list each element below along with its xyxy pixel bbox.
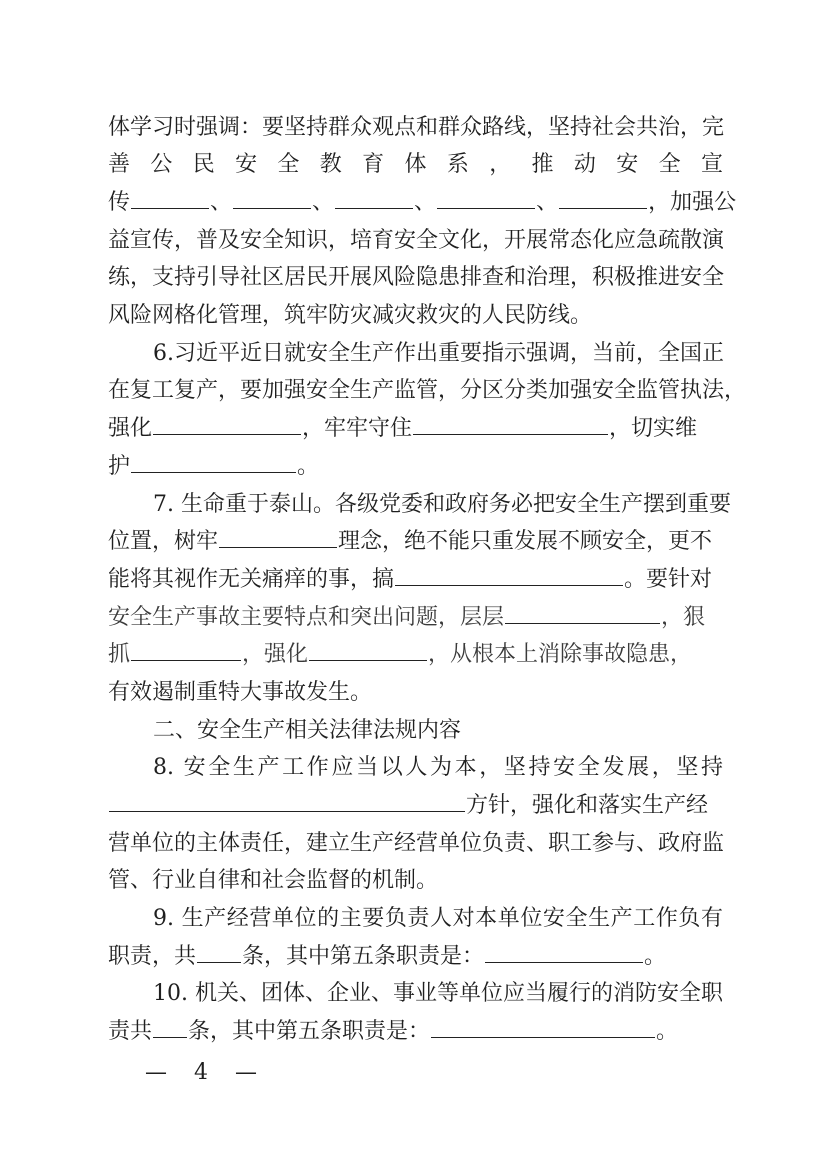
fill-in-blank[interactable] [413,416,608,435]
fill-in-blank[interactable] [335,190,413,209]
text-run: 7. 生命重于泰山。各级党委和政府务必把安全生产摆到重要 [153,492,731,517]
text-run: 、 [414,190,437,215]
text-run: 管、行业自律和社会监督的机制。 [108,868,439,893]
fill-in-blank[interactable] [395,567,623,586]
text-run: 责共 [108,1019,153,1044]
fill-in-blank[interactable] [309,642,427,661]
fill-in-blank[interactable] [437,190,535,209]
text-run: 。 [656,1019,679,1044]
text-run: 善公民安全教育体系，推动安全宣 [108,152,723,177]
text-run: 传 [108,190,131,215]
text-run: 风险网格化管理，筑牢防灾减灾救灾的人民防线。 [108,303,593,328]
fill-in-blank[interactable] [131,190,209,209]
text-run: 益宣传，普及安全知识，培育安全文化，开展常态化应急疏散演 [108,228,725,253]
text-run: 在复工复产，要加强安全生产监管，分区分类加强安全监管执法， [108,378,747,403]
text-run: 。 [297,454,320,479]
fill-in-blank[interactable] [505,605,660,624]
text-run: ，牢牢守住 [302,416,413,441]
text-run: ，狠 [661,605,706,630]
text-run: 护 [108,454,131,479]
text-run: 方针，强化和落实生产经 [466,793,709,818]
fill-in-blank[interactable] [559,190,647,209]
text-run: 安全生产事故主要特点和突出问题，层层 [108,605,505,630]
text-run: 抓 [108,642,131,667]
text-run: 营单位的主体责任，建立生产经营单位负责、职工参与、政府监 [108,831,725,856]
fill-in-blank[interactable] [131,454,296,473]
fill-in-blank[interactable] [197,944,241,963]
text-run: 。 [644,944,667,969]
text-run: 条，其中第五条职责是： [242,944,485,969]
text-run: 、 [210,190,233,215]
text-run: 、 [312,190,335,215]
text-run: 能将其视作无关痛痒的事，搞 [108,567,395,592]
fill-in-blank[interactable] [431,1019,655,1038]
text-run: 位置，树牢 [108,529,219,554]
page-number: — 4 — [145,1060,267,1085]
text-run: 9. 生产经营单位的主要负责人对本单位安全生产工作负有 [153,906,723,931]
text-run: ，切实维 [609,416,698,441]
fill-in-blank[interactable] [485,944,643,963]
text-run: 10. 机关、团体、企业、事业等单位应当履行的消防安全职 [153,981,723,1006]
text-run: 6.习近平近日就安全生产作出重要指示强调，当前，全国正 [153,341,724,366]
text-run: 、 [536,190,559,215]
text-run: 。要针对 [624,567,713,592]
fill-in-blank[interactable] [153,1019,187,1038]
text-run: ，加强公 [648,190,737,215]
text-run: ，从根本上消除事故隐患， [428,642,693,667]
paragraph-line [108,1010,723,1054]
fill-in-blank[interactable] [131,642,241,661]
fill-in-blank[interactable] [219,529,337,548]
fill-in-blank[interactable] [109,793,465,812]
text-run: 8. 安全生产工作应当以人为本，坚持安全发展，坚持 [153,755,723,780]
text-run: ，强化 [242,642,309,667]
fill-in-blank[interactable] [233,190,311,209]
text-run: 有效遏制重特大事故发生。 [108,680,373,705]
text-run: 二、安全生产相关法律法规内容 [153,718,462,743]
text-run: 职责，共 [108,944,197,969]
text-run: 练，支持引导社区居民开展风险隐患排查和治理，积极推进安全 [108,265,725,290]
text-run: 强化 [108,416,153,441]
text-run: 体学习时强调：要坚持群众观点和群众路线，坚持社会共治，完 [108,115,725,140]
text-run: 条，其中第五条职责是： [188,1019,431,1044]
text-run: 理念，绝不能只重发展不顾安全，更不 [338,529,713,554]
fill-in-blank[interactable] [153,416,301,435]
